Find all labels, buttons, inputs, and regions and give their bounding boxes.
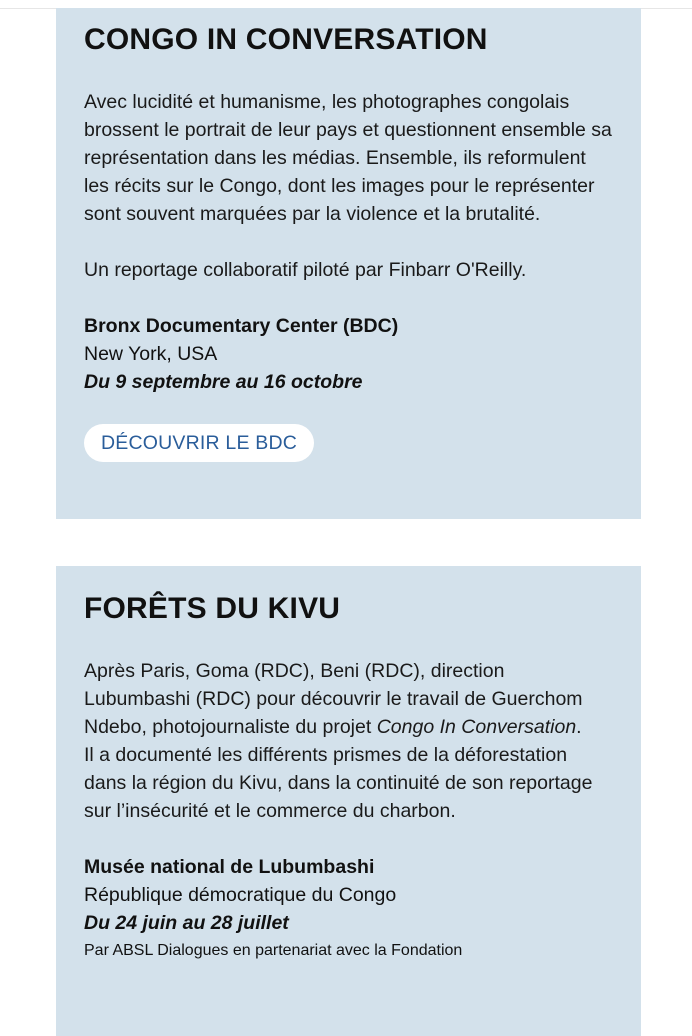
exhibition-card-congo-in-conversation bbox=[56, 8, 641, 519]
description-text-continued: Il a documenté les différents prismes de la déforestation dans la région du Kivu, dans la continuité de son reportage sur l’insécurité et le commerce du charbon. bbox=[84, 744, 593, 822]
venue-name: Musée national de Lubumbashi bbox=[84, 856, 375, 878]
card-credit: Un reportage collaboratif piloté par Finbarr O'Reilly. bbox=[84, 259, 527, 281]
venue-location: New York, USA bbox=[84, 343, 218, 365]
exhibition-card-forets-du-kivu bbox=[56, 566, 641, 1036]
exhibition-dates: Du 24 juin au 28 juillet bbox=[84, 912, 289, 934]
description-text: Après Paris, Goma (RDC), Beni (RDC), direction Lubumbashi (RDC) pour découvrir le travail de Guerchom Ndebo, photojournaliste du projet bbox=[84, 660, 583, 738]
partnership-note: Par ABSL Dialogues en partenariat avec la Fondation bbox=[84, 942, 463, 959]
card-description bbox=[84, 657, 613, 825]
venue-name: Bronx Documentary Center (BDC) bbox=[84, 315, 399, 337]
card-title: CONGO IN CONVERSATION bbox=[84, 23, 488, 56]
discover-bdc-button[interactable]: DÉCOUVRIR LE BDC bbox=[84, 424, 314, 462]
card-description: Avec lucidité et humanisme, les photographes congolais brossent le portrait de leur pays et questionnent ensemble sa représentation dans les médias. Ensemble, ils reformulent les récits sur le Congo, dont les images pour le représenter sont souvent marquées par la violence et la brutalité. bbox=[84, 91, 612, 225]
description-period: . bbox=[576, 716, 582, 738]
card-title: FORÊTS DU KIVU bbox=[84, 592, 341, 625]
project-name: Congo In Conversation bbox=[376, 716, 577, 738]
exhibition-dates: Du 9 septembre au 16 octobre bbox=[84, 371, 363, 393]
venue-location: République démocratique du Congo bbox=[84, 884, 397, 906]
